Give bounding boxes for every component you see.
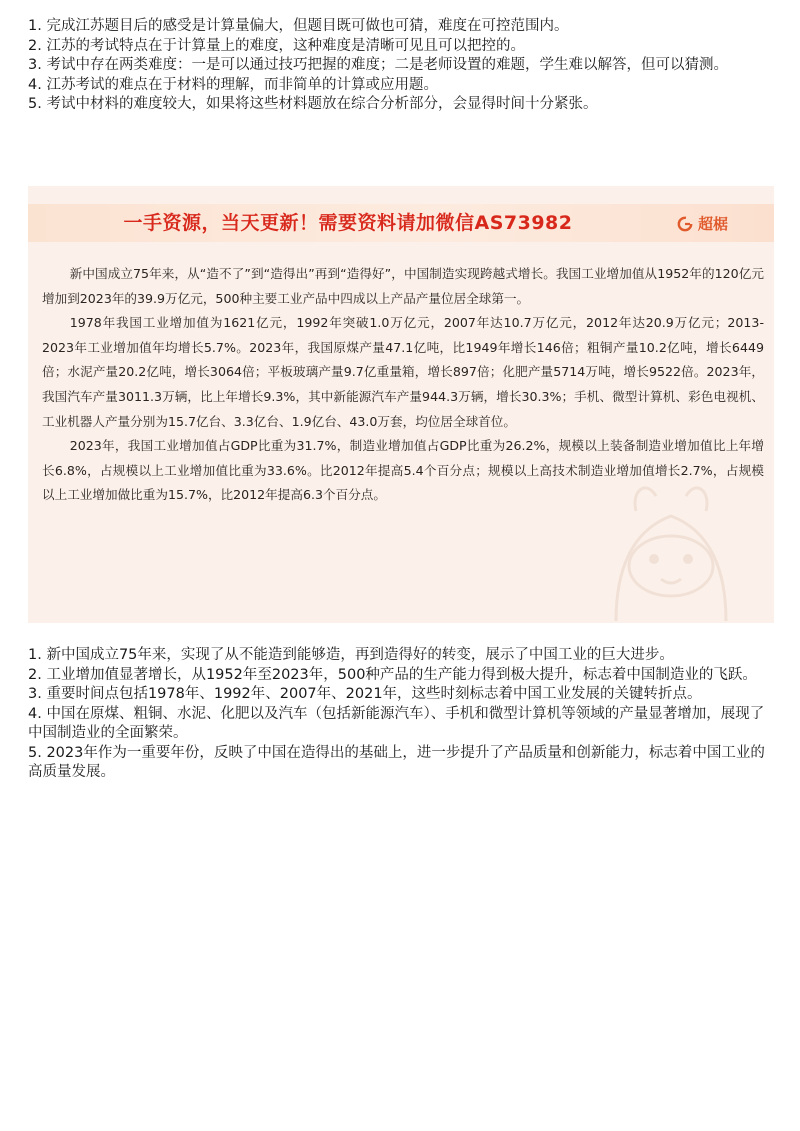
brand-name: 超椐	[697, 215, 728, 233]
article-paragraph: 2023年，我国工业增加值占GDP比重为31.7%，制造业增加值占GDP比重为26.2%，规模以上装备制造业增加值比上年增长6.8%，占规模以上工业增加值比重为33.6%。比2012年提高5.4个百分点；规模以上高技术制造业增加值增长2.7%，占规模以上工业增加做比重为15.7%，比2012年提高6.3个百分点。	[42, 438, 764, 503]
note-item: 5. 考试中材料的难度较大，如果将这些材料题放在综合分析部分，会显得时间十分紧张。	[28, 96, 598, 112]
note-item: 3. 考试中存在两类难度：一是可以通过技巧把握的难度；二是老师设置的难题，学生难以解答，但可以猜测。	[28, 57, 728, 73]
brand-icon	[677, 216, 693, 232]
note-item: 5. 2023年作为一重要年份，反映了中国在造得出的基础上，进一步提升了产品质量和创新能力，标志着中国工业的高质量发展。	[28, 744, 765, 780]
note-item: 4. 江苏考试的难点在于材料的理解，而非简单的计算或应用题。	[28, 76, 438, 93]
note-item: 2. 工业增加值显著增长，从1952年至2023年，500种产品的生产能力得到极大提升，标志着中国制造业的飞跃。	[28, 666, 757, 683]
summary-notes-top	[28, 17, 778, 115]
note-item: 1. 新中国成立75年来，实现了从不能造到能够造，再到造得好的转变，展示了中国工业的巨大进步。	[28, 647, 674, 663]
summary-notes-bottom	[28, 646, 778, 783]
article-body	[42, 262, 764, 508]
note-item: 1. 完成江苏题目后的感受是计算量偏大，但题目既可做也可猜，难度在可控范围内。	[28, 18, 569, 34]
banner-text: 一手资源，当天更新！需要资料请加微信AS73982	[123, 212, 573, 234]
note-item: 2. 江苏的考试特点在于计算量上的难度，这种难度是清晰可见且可以把控的。	[28, 37, 525, 54]
promo-banner	[28, 204, 774, 242]
article-paragraph: 1978年我国工业增加值为1621亿元，1992年突破1.0万亿元，2007年达10.7万亿元，2012年达20.9万亿元；2013-2023年工业增加值年均增长5.7%。2023年，我国原煤产量47.1亿吨，比1949年增长146倍；粗铜产量10.2亿吨，增长6449倍；水泥产量20.2亿吨，增长3064倍；平板玻璃产量9.7亿重量箱，增长897倍；化肥产量5714万吨，增长9522倍。2023年，我国汽车产量3011.3万辆，比上年增长9.3%，其中新能源汽车产量944.3万辆，增长30.3%；手机、微型计算机、彩色电视机、工业机器人产量分别为15.7亿台、3.3亿台、1.9亿台、43.0万套，均位居全球首位。	[42, 315, 764, 429]
embedded-screenshot	[28, 186, 774, 623]
note-item: 4. 中国在原煤、粗铜、水泥、化肥以及汽车（包括新能源汽车）、手机和微型计算机等领域的产量显著增加，展现了中国制造业的全面繁荣。	[28, 705, 765, 741]
article-paragraph: 新中国成立75年来，从“造不了”到“造得出”再到“造得好”，中国制造实现跨越式增长。我国工业增加值从1952年的120亿元增加到2023年的39.9万亿元，500种主要工业产品中四成以上产品产量位居全球第一。	[42, 266, 764, 306]
brand-logo	[677, 213, 728, 234]
note-item: 3. 重要时间点包括1978年、1992年、2007年、2021年，这些时刻标志着中国工业发展的关键转折点。	[28, 686, 702, 702]
